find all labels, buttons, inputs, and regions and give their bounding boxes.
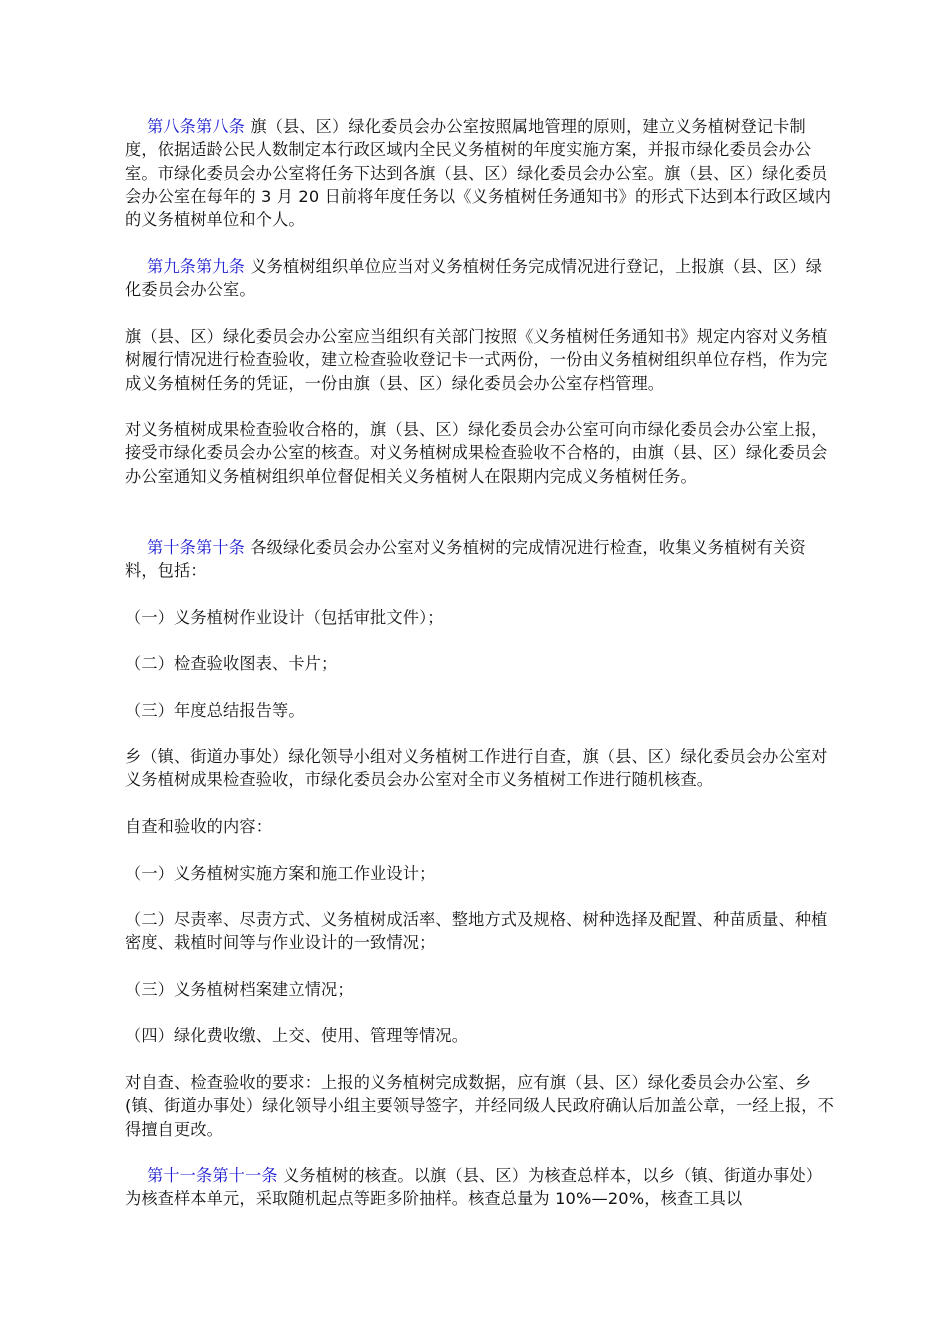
article-heading: 第九条第九条 <box>147 257 246 276</box>
paragraph-requirements <box>125 1071 837 1141</box>
list-item-text: （三）年度总结报告等。 <box>125 701 305 720</box>
list-item-text: （四）绿化费收缴、上交、使用、管理等情况。 <box>125 1026 469 1045</box>
list-item-text: （一）义务植树作业设计（包括审批文件）； <box>125 608 444 627</box>
paragraph-text: 对自查、检查验收的要求：上报的义务植树完成数据，应有旗（县、区）绿化委员会办公室、乡(镇、街道办事处）绿化领导小组主要领导签字，并经同级人民政府确认后加盖公章，一经上报，不得擅自更改。 <box>125 1073 834 1139</box>
paragraph-text: 乡（镇、街道办事处）绿化领导小组对义务植树工作进行自查，旗（县、区）绿化委员会办公室对义务植树成果检查验收，市绿化委员会办公室对全市义务植树工作进行随机核查。 <box>125 747 828 790</box>
paragraph-text: 旗（县、区）绿化委员会办公室应当组织有关部门按照《义务植树任务通知书》规定内容对义务植树履行情况进行检查验收，建立检查验收登记卡一式两份，一份由义务植树组织单位存档，作为完成义务植树任务的凭证，一份由旗（县、区）绿化委员会办公室存档管理。 <box>125 327 828 393</box>
paragraph-text: 义务植树的核查。以旗（县、区）为核查总样本，以乡（镇、街道办事处）为核查样本单元，采取随机起点等距多阶抽样。核查总量为 10%—20%，核查工具以 <box>125 1166 823 1209</box>
list-item-text: （二）尽责率、尽责方式、义务植树成活率、整地方式及规格、树种选择及配置、种苗质量、种植密度、栽植时间等与作业设计的一致情况； <box>125 910 828 953</box>
list-item <box>125 978 837 1001</box>
paragraph-article-11 <box>125 1164 837 1211</box>
list-item <box>125 699 837 722</box>
paragraph-self-check <box>125 745 837 792</box>
paragraph-text: 旗（县、区）绿化委员会办公室按照属地管理的原则，建立义务植树登记卡制度，依据适龄公民人数制定本行政区域内全民义务植树的年度实施方案，并报市绿化委员会办公室。市绿化委员会办公室将任务下达到各旗（县、区）绿化委员会办公室。旗（县、区）绿化委员会办公室在每年的 3 月 20 日前将年度任务以《义务植树任务通知书》的形式下达到本行政区域内的义务植树单位和个人。 <box>125 117 832 230</box>
list-item <box>125 1024 837 1047</box>
paragraph-article-10 <box>125 536 837 583</box>
article-heading: 第十一条第十一条 <box>147 1166 278 1185</box>
article-heading: 第八条第八条 <box>147 117 246 136</box>
article-heading: 第十条第十条 <box>147 538 246 557</box>
paragraph-article-9 <box>125 255 837 302</box>
paragraph-text: 各级绿化委员会办公室对义务植树的完成情况进行检查，收集义务植树有关资料，包括： <box>125 538 806 581</box>
paragraph-text: 自查和验收的内容： <box>125 817 273 836</box>
list-item <box>125 908 837 955</box>
list-item-text: （一）义务植树实施方案和施工作业设计； <box>125 864 436 883</box>
list-item-text: （三）义务植树档案建立情况； <box>125 980 354 999</box>
paragraph-article-8 <box>125 115 837 231</box>
paragraph-text: 对义务植树成果检查验收合格的，旗（县、区）绿化委员会办公室可向市绿化委员会办公室上报，接受市绿化委员会办公室的核查。对义务植树成果检查验收不合格的，由旗（县、区）绿化委员会办公室通知义务植树组织单位督促相关义务植树人在限期内完成义务植树任务。 <box>125 420 828 486</box>
list-item <box>125 862 837 885</box>
paragraph-text: 义务植树组织单位应当对义务植树任务完成情况进行登记，上报旗（县、区）绿化委员会办公室。 <box>125 257 823 300</box>
paragraph-check-content <box>125 815 837 838</box>
list-item <box>125 606 837 629</box>
paragraph-acceptance <box>125 418 837 488</box>
paragraph-inspection <box>125 325 837 395</box>
list-item <box>125 652 837 675</box>
list-item-text: （二）检查验收图表、卡片； <box>125 654 338 673</box>
